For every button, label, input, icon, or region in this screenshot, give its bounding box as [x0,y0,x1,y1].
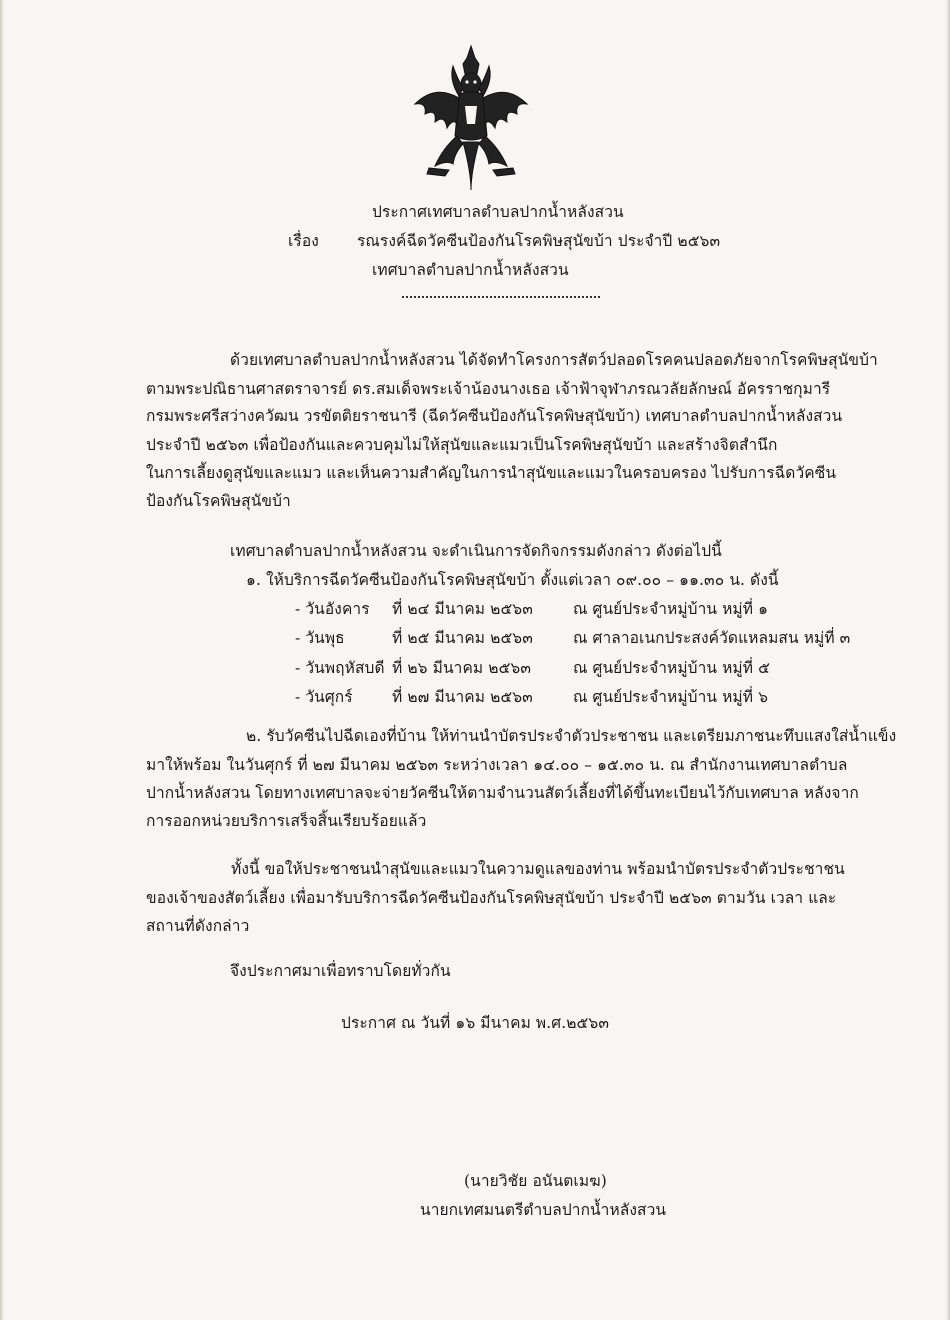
intro-line-1: ด้วยเทศบาลตำบลปากน้ำหลังสวน ได้จัดทำโครงการสัตว์ปลอดโรคคนปลอดภัยจากโรคพิษสุนัขบ้า [230,351,878,369]
signer-title: นายกเทศมนตรีตำบลปากน้ำหลังสวน [420,1201,667,1219]
item-2-line-4: การออกหน่วยบริการเสร็จสิ้นเรียบร้อยแล้ว [146,812,427,830]
closing-line-2: ของเจ้าของสัตว์เลี้ยง เพื่อมารับบริการฉีดวัคซีนป้องกันโรคพิษสุนัขบ้า ประจำปี ๒๕๖๓ ตามวัน เวลา และ [146,889,837,907]
announce-date: ประกาศ ณ วันที่ ๑๖ มีนาคม พ.ศ.๒๕๖๓ [341,1014,610,1032]
garuda-emblem-icon [405,44,537,192]
signer-name: (นายวิชัย อนันตเมฆ) [464,1172,607,1190]
issuing-org: เทศบาลตำบลปากน้ำหลังสวน [372,261,569,279]
schedule-place: ณ ศาลาอเนกประสงค์วัดแหลมสน หมู่ที่ ๓ [573,629,851,647]
schedule-date: ที่ ๒๕ มีนาคม ๒๕๖๓ [392,629,533,647]
closing-line-3: สถานที่ดังกล่าว [146,917,250,935]
intro-line-2: ตามพระปณิธานศาสตราจารย์ ดร.สมเด็จพระเจ้าน้องนางเธอ เจ้าฟ้าจุฬาภรณวลัยลักษณ์ อัครราชกุมารี [146,380,831,398]
item-2-line-1: ๒. รับวัคซีนไปฉีดเองที่บ้าน ให้ท่านนำบัตรประจำตัวประชาชน และเตรียมภาชนะทึบแสงใส่น้ำแข็ง [246,727,897,745]
intro-line-5: ในการเลี้ยงดูสุนัขและแมว และเห็นความสำคัญในการนำสุนัขและแมวในครอบครอง ไปรับการฉีดวัคซีน [146,464,837,482]
intro-line-3: กรมพระศรีสว่างควัฒน วรขัตติยราชนารี (ฉีดวัคซีนป้องกันโรคพิษสุนัขบ้า) เทศบาลตำบลปากน้ำหลังสวน [146,407,843,425]
subject-label: เรื่อง [288,232,319,250]
item-1: ๑. ให้บริการฉีดวัคซีนป้องกันโรคพิษสุนัขบ้า ตั้งแต่เวลา ๐๙.๐๐ – ๑๑.๓๐ น. ดังนี้ [246,571,779,589]
schedule-date: ที่ ๒๔ มีนาคม ๒๕๖๓ [392,600,533,618]
schedule-day: - วันพุธ [295,629,345,647]
schedule-day: - วันพฤหัสบดี [295,659,385,677]
schedule-place: ณ ศูนย์ประจำหมู่บ้าน หมู่ที่ ๑ [573,600,769,618]
scan-edge-left [0,0,4,1320]
schedule-date: ที่ ๒๖ มีนาคม ๒๕๖๓ [392,659,532,677]
item-2-line-3: ปากน้ำหลังสวน โดยทางเทศบาลจะจ่ายวัคซีนให้ตามจำนวนสัตว์เลี้ยงที่ได้ขึ้นทะเบียนไว้กับเทศบาล หลังจาก [146,784,859,802]
announce-statement: จึงประกาศมาเพื่อทราบโดยทั่วกัน [230,962,451,980]
scan-edge-right [946,0,950,1320]
schedule-place: ณ ศูนย์ประจำหมู่บ้าน หมู่ที่ ๕ [573,659,770,677]
schedule-day: - วันอังคาร [295,600,370,618]
intro-line-6: ป้องกันโรคพิษสุนัขบ้า [146,492,291,510]
closing-line-1: ทั้งนี้ ขอให้ประชาชนนำสุนัขและแมวในความดูแลของท่าน พร้อมนำบัตรประจำตัวประชาชน [231,860,845,878]
item-2-line-2: มาให้พร้อม ในวันศุกร์ ที่ ๒๗ มีนาคม ๒๕๖๓ ระหว่างเวลา ๑๔.๐๐ – ๑๕.๓๐ น. ณ สำนักงานเทศบาลตำบล [146,756,848,774]
activity-intro: เทศบาลตำบลปากน้ำหลังสวน จะดำเนินการจัดกิจกรรมดังกล่าว ดังต่อไปนี้ [230,542,722,560]
intro-line-4: ประจำปี ๒๕๖๓ เพื่อป้องกันและควบคุมไม่ให้สุนัขและแมวเป็นโรคพิษสุนัขบ้า และสร้างจิตสำนึก [146,436,778,454]
header-divider [402,296,600,298]
schedule-place: ณ ศูนย์ประจำหมู่บ้าน หมู่ที่ ๖ [573,688,769,706]
subject-text: รณรงค์ฉีดวัคซีนป้องกันโรคพิษสุนัขบ้า ประจำปี ๒๕๖๓ [357,232,721,250]
schedule-date: ที่ ๒๗ มีนาคม ๒๕๖๓ [392,688,533,706]
schedule-day: - วันศุกร์ [295,688,353,706]
announcement-title: ประกาศเทศบาลตำบลปากน้ำหลังสวน [372,203,624,221]
